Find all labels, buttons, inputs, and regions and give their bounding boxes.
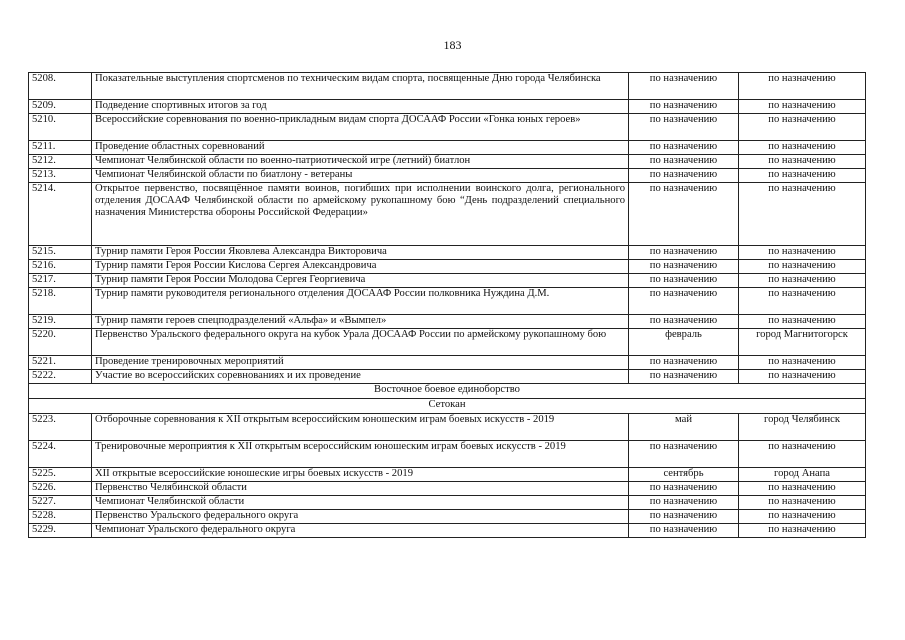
event-place-cell: по назначению bbox=[739, 183, 866, 246]
event-name-cell: Первенство Челябинской области bbox=[92, 482, 629, 496]
event-place-cell: по назначению bbox=[739, 524, 866, 538]
row-number-cell: 5226. bbox=[29, 482, 92, 496]
event-name-cell: Всероссийские соревнования по военно-прикладным видам спорта ДОСААФ России «Гонка юных героев» bbox=[92, 114, 629, 141]
event-place-cell: по назначению bbox=[739, 496, 866, 510]
event-name-cell: Первенство Уральского федерального округа на кубок Урала ДОСААФ России по армейскому рукопашному бою bbox=[92, 329, 629, 356]
event-name-cell: Чемпионат Челябинской области bbox=[92, 496, 629, 510]
row-number-cell: 5208. bbox=[29, 73, 92, 100]
row-number-cell: 5220. bbox=[29, 329, 92, 356]
table-row bbox=[29, 288, 866, 315]
row-number-cell: 5223. bbox=[29, 414, 92, 441]
table-row bbox=[29, 141, 866, 155]
row-number-cell: 5212. bbox=[29, 155, 92, 169]
table-row bbox=[29, 183, 866, 246]
section-title: Сетокан bbox=[29, 399, 866, 414]
row-number-cell: 5218. bbox=[29, 288, 92, 315]
event-place-cell: город Анапа bbox=[739, 468, 866, 482]
event-date-cell: по назначению bbox=[629, 524, 739, 538]
event-date-cell: по назначению bbox=[629, 274, 739, 288]
row-number-cell: 5228. bbox=[29, 510, 92, 524]
event-name-cell: Турнир памяти Героя России Молодова Сергея Георгиевича bbox=[92, 274, 629, 288]
event-place-cell: по назначению bbox=[739, 114, 866, 141]
table-row bbox=[29, 468, 866, 482]
event-date-cell: по назначению bbox=[629, 114, 739, 141]
event-place-cell: по назначению bbox=[739, 356, 866, 370]
event-date-cell: по назначению bbox=[629, 482, 739, 496]
row-number-cell: 5211. bbox=[29, 141, 92, 155]
event-date-cell: по назначению bbox=[629, 315, 739, 329]
event-date-cell: по назначению bbox=[629, 288, 739, 315]
events-table-body bbox=[29, 73, 866, 538]
row-number-cell: 5217. bbox=[29, 274, 92, 288]
event-date-cell: февраль bbox=[629, 329, 739, 356]
table-row bbox=[29, 274, 866, 288]
event-name-cell: Показательные выступления спортсменов по техническим видам спорта, посвященные Дню города Челябинска bbox=[92, 73, 629, 100]
event-date-cell: по назначению bbox=[629, 141, 739, 155]
table-row bbox=[29, 260, 866, 274]
event-place-cell: по назначению bbox=[739, 260, 866, 274]
table-row bbox=[29, 482, 866, 496]
table-row bbox=[29, 114, 866, 141]
events-table bbox=[28, 72, 866, 538]
event-name-cell: Тренировочные мероприятия к XII открытым всероссийским юношеским играм боевых искусств - 2019 bbox=[92, 441, 629, 468]
table-row bbox=[29, 414, 866, 441]
event-place-cell: по назначению bbox=[739, 73, 866, 100]
section-title: Восточное боевое единоборство bbox=[29, 384, 866, 399]
event-place-cell: по назначению bbox=[739, 510, 866, 524]
section-header-row bbox=[29, 384, 866, 399]
event-name-cell: Отборочные соревнования к XII открытым всероссийским юношеским играм боевых искусств - 2019 bbox=[92, 414, 629, 441]
event-date-cell: сентябрь bbox=[629, 468, 739, 482]
event-name-cell: Турнир памяти Героя России Яковлева Александра Викторовича bbox=[92, 246, 629, 260]
event-place-cell: по назначению bbox=[739, 441, 866, 468]
event-date-cell: по назначению bbox=[629, 246, 739, 260]
table-row bbox=[29, 496, 866, 510]
table-row bbox=[29, 441, 866, 468]
table-row bbox=[29, 510, 866, 524]
event-date-cell: по назначению bbox=[629, 169, 739, 183]
event-date-cell: по назначению bbox=[629, 370, 739, 384]
row-number-cell: 5224. bbox=[29, 441, 92, 468]
row-number-cell: 5210. bbox=[29, 114, 92, 141]
row-number-cell: 5229. bbox=[29, 524, 92, 538]
event-date-cell: по назначению bbox=[629, 260, 739, 274]
table-row bbox=[29, 329, 866, 356]
event-place-cell: по назначению bbox=[739, 169, 866, 183]
event-name-cell: Участие во всероссийских соревнованиях и их проведение bbox=[92, 370, 629, 384]
event-name-cell: Турнир памяти руководителя регионального отделения ДОСААФ России полковника Нуждина Д.М. bbox=[92, 288, 629, 315]
row-number-cell: 5216. bbox=[29, 260, 92, 274]
event-date-cell: май bbox=[629, 414, 739, 441]
event-name-cell: Проведение областных соревнований bbox=[92, 141, 629, 155]
event-date-cell: по назначению bbox=[629, 73, 739, 100]
row-number-cell: 5227. bbox=[29, 496, 92, 510]
row-number-cell: 5209. bbox=[29, 100, 92, 114]
event-place-cell: по назначению bbox=[739, 288, 866, 315]
event-name-cell: Первенство Уральского федерального округа bbox=[92, 510, 629, 524]
event-place-cell: по назначению bbox=[739, 370, 866, 384]
event-date-cell: по назначению bbox=[629, 496, 739, 510]
event-name-cell: Турнир памяти героев спецподразделений «Альфа» и «Вымпел» bbox=[92, 315, 629, 329]
event-place-cell: по назначению bbox=[739, 315, 866, 329]
event-date-cell: по назначению bbox=[629, 510, 739, 524]
table-row bbox=[29, 73, 866, 100]
table-row bbox=[29, 169, 866, 183]
event-name-cell: Проведение тренировочных мероприятий bbox=[92, 356, 629, 370]
row-number-cell: 5214. bbox=[29, 183, 92, 246]
event-name-cell: Турнир памяти Героя России Кислова Сергея Александровича bbox=[92, 260, 629, 274]
section-header-row bbox=[29, 399, 866, 414]
event-name-cell: Чемпионат Челябинской области по биатлону - ветераны bbox=[92, 169, 629, 183]
event-place-cell: по назначению bbox=[739, 155, 866, 169]
row-number-cell: 5213. bbox=[29, 169, 92, 183]
event-name-cell: XII открытые всероссийские юношеские игры боевых искусств - 2019 bbox=[92, 468, 629, 482]
row-number-cell: 5219. bbox=[29, 315, 92, 329]
event-date-cell: по назначению bbox=[629, 356, 739, 370]
row-number-cell: 5222. bbox=[29, 370, 92, 384]
row-number-cell: 5221. bbox=[29, 356, 92, 370]
event-place-cell: по назначению bbox=[739, 246, 866, 260]
page-number: 183 bbox=[443, 38, 462, 52]
event-name-cell: Чемпионат Уральского федерального округа bbox=[92, 524, 629, 538]
event-name-cell: Подведение спортивных итогов за год bbox=[92, 100, 629, 114]
table-row bbox=[29, 315, 866, 329]
event-place-cell: по назначению bbox=[739, 141, 866, 155]
event-date-cell: по назначению bbox=[629, 441, 739, 468]
event-date-cell: по назначению bbox=[629, 155, 739, 169]
row-number-cell: 5225. bbox=[29, 468, 92, 482]
event-place-cell: город Челябинск bbox=[739, 414, 866, 441]
event-place-cell: по назначению bbox=[739, 274, 866, 288]
table-row bbox=[29, 356, 866, 370]
table-row bbox=[29, 246, 866, 260]
table-row bbox=[29, 100, 866, 114]
row-number-cell: 5215. bbox=[29, 246, 92, 260]
event-name-cell: Чемпионат Челябинской области по военно-патриотической игре (летний) биатлон bbox=[92, 155, 629, 169]
table-row bbox=[29, 524, 866, 538]
event-place-cell: город Магнитогорск bbox=[739, 329, 866, 356]
event-date-cell: по назначению bbox=[629, 100, 739, 114]
event-place-cell: по назначению bbox=[739, 482, 866, 496]
event-name-cell: Открытое первенство, посвящённое памяти воинов, погибших при исполнении воинского долга, регионального отделения ДОСААФ Челябинской области по армейскому рукопашному бою “День подразделений специального назначения Министерства обороны Российской Федерации» bbox=[92, 183, 629, 246]
event-date-cell: по назначению bbox=[629, 183, 739, 246]
table-row bbox=[29, 155, 866, 169]
event-place-cell: по назначению bbox=[739, 100, 866, 114]
table-row bbox=[29, 370, 866, 384]
